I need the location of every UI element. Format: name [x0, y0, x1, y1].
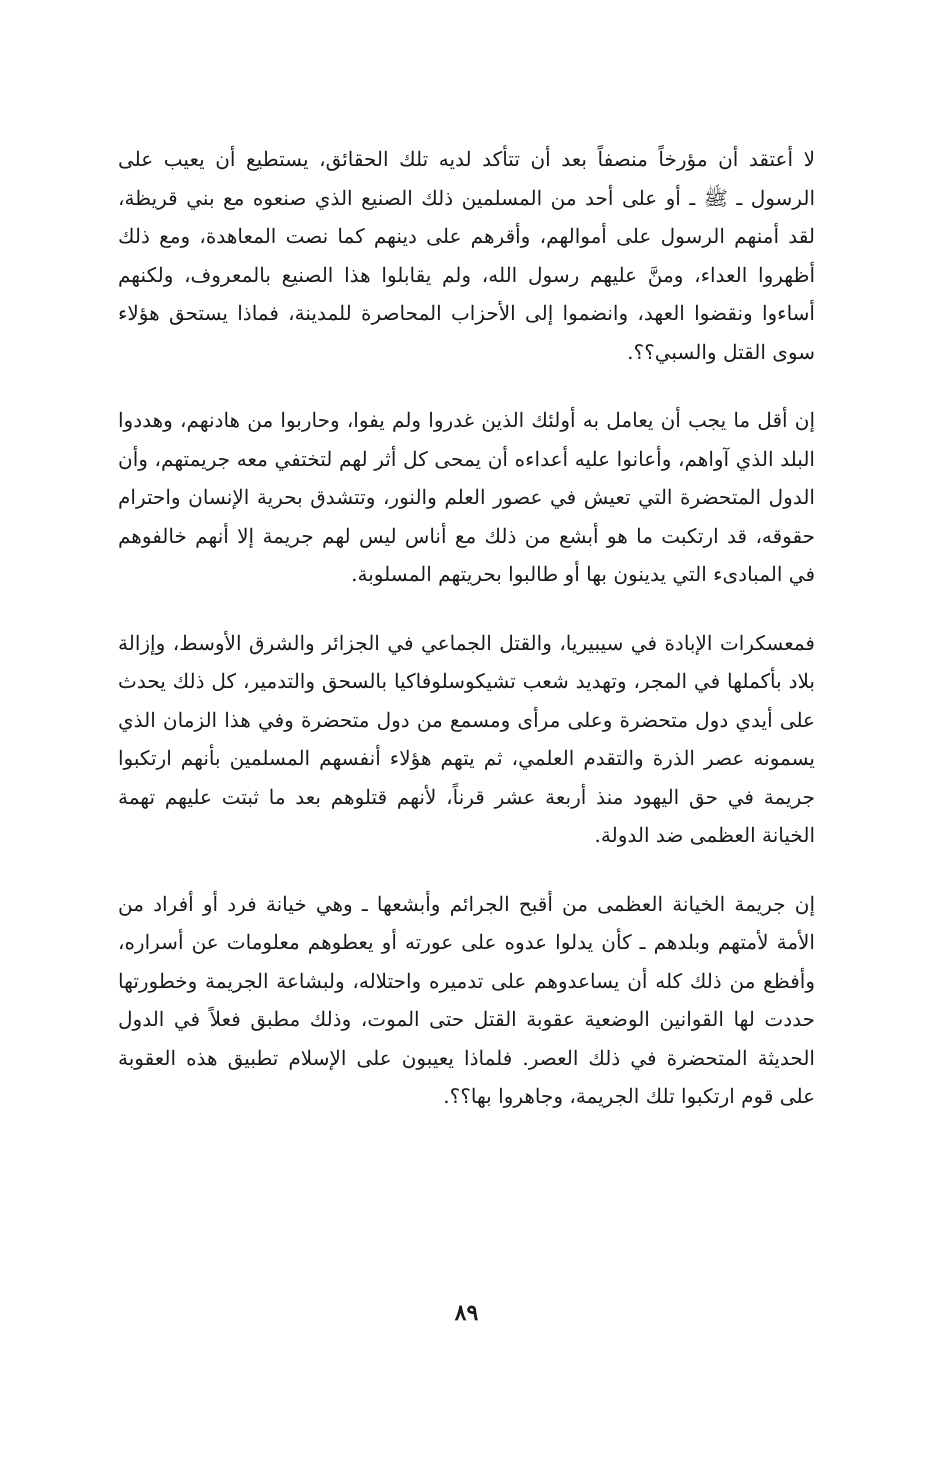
- page-number: ٨٩: [454, 1300, 479, 1326]
- paragraph-4: إن جريمة الخيانة العظمى من أقبح الجرائم وأبشعها ـ وهي خيانة فرد أو أفراد من الأمة لأمتهم وبلدهم ـ كأن يدلوا عدوه على عورته أو يعطوهم معلومات عن أسراره، وأفظع من ذلك كله أن يساعدوهم على تدميره واحتلاله، ولبشاعة الجريمة وخطورتها حددت لها القوانين الوضعية عقوبة القتل حتى الموت، وذلك مطبق فعلاً في الدول الحديثة المتحضرة في ذلك العصر. فلماذا يعيبون على الإسلام تطبيق هذه العقوبة على قوم ارتكبوا تلك الجريمة، وجاهروا بها؟؟.: [118, 891, 815, 1108]
- paragraph-1: لا أعتقد أن مؤرخاً منصفاً بعد أن تتأكد لديه تلك الحقائق، يستطيع أن يعيب على الرسول ـ ﷺ ـ أو على أحد من المسلمين ذلك الصنيع الذي صنعوه مع بني قريظة، لقد أمنهم الرسول على أموالهم، وأقرهم على دينهم كما نصت المعاهدة، ومع ذلك أظهروا العداء، ومنَّ عليهم رسول الله، ولم يقابلوا هذا الصنيع بالمعروف، ولكنهم أساءوا ونقضوا العهد، وانضموا إلى الأحزاب المحاصرة للمدينة، فماذا يستحق هؤلاء سوى القتل والسبي؟؟.: [118, 147, 815, 364]
- paragraph-3: فمعسكرات الإبادة في سيبيريا، والقتل الجماعي في الجزائر والشرق الأوسط، وإزالة بلاد بأكملها في المجر، وتهديد شعب تشيكوسلوفاكيا بالسحق والتدمير، كل ذلك يحدث على أيدي دول متحضرة وعلى مرأى ومسمع من دول متحضرة وفي هذا الزمان الذي يسمونه عصر الذرة والتقدم العلمي، ثم يتهم هؤلاء أنفسهم المسلمين بأنهم ارتكبوا جريمة في حق اليهود منذ أربعة عشر قرناً، لأنهم قتلوهم بعد ما ثبتت عليهم تهمة الخيانة العظمى ضد الدولة.: [118, 630, 815, 847]
- body-text: [118, 140, 815, 1146]
- paragraph-2: إن أقل ما يجب أن يعامل به أولئك الذين غدروا ولم يفوا، وحاربوا من هادنهم، وهددوا البلد الذي آواهم، وأعانوا عليه أعداءه أن يمحى كل أثر لهم لتختفي معه جريمتهم، وأن الدول المتحضرة التي تعيش في عصور العلم والنور، وتتشدق بحرية الإنسان واحترام حقوقه، قد ارتكبت ما هو أبشع من ذلك مع أناس ليس لهم جريمة إلا أنهم خالفوهم في المبادىء التي يدينون بها أو طالبوا بحريتهم المسلوبة.: [118, 408, 815, 586]
